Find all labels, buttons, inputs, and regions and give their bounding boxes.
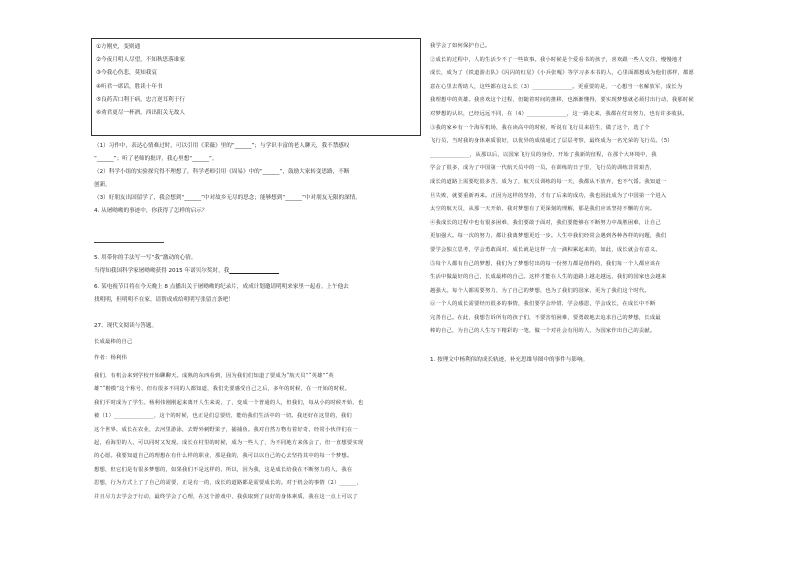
question-6-line: 找明明，但明明不在家，请帮成成给明明写张留言条吧！ [94,297,234,303]
question-6 [94,281,420,307]
poem-line: ④听君一席话，胜读十年书 [96,83,163,90]
article-line: 要学会独立思考，学会勇敢面对，成长就是这样一点一滴积累起来的，如此，成长就会有意义。 [430,246,661,253]
question-line: （3）好朋友出国留学了，我会想到“______”中对故乡无尽的思念；能够想到“______”中对朋友无限的深情。 [94,195,361,201]
question-line: （2）科学小组的实验探究得不理想了，科学老师引用《周易》中的“______”，鼓励大家转变思路，不断 [94,169,350,175]
article-line: 对梦想的认识，已经远远不同，在（4）______________，这一路走来，我都在付出努力，也有许多收获。 [430,110,688,117]
question-line: 创新。 [94,182,111,188]
question-5-text: 5. 用带你的手法写一写“我”激动的心情。 [94,255,197,261]
article-line: 雄”“楷模”这个称号，但有很多不同的人都知道，我们先要感受自己之后，多年的时候，在一开始的时候。 [94,386,351,393]
poem-line: ③今我心伤悲，莫知我哀 [96,70,157,77]
article-line: ④我成长的过程中也有很多困难，我们要敢于面对，我们要能够在不断努力中战胜困难，让自己 [430,219,661,226]
article-line: 意在心里去帮助人，这些都在这么长（3）______________。更重要的是，一心想当一名解放军，成长为 [430,83,683,90]
article-line: ②成长的过程中，人的生活少不了一些故事。我小时候是个爱看书的孩子，喜欢跟一些人交往，慢慢地才 [430,56,683,63]
article-line: 这个世界，成长在农业，去河里游泳，去野外刺野果子，捕捕鱼。我对自然万物有着好奇，经常小伙伴们在一 [94,426,358,433]
poem-line: ①方刚史，变则通 [96,44,141,50]
poem-box [91,38,421,136]
question-line: 4. 从屠呦呦的事迹中，你获得了怎样的启示？ [94,208,208,214]
question-line: （1）习作中，表达心情难过时，可以引用《采薇》里的“______”；与学识丰富的老人聊天，我不禁感叹 [94,143,350,149]
question-5 [94,252,420,278]
article-line: 的心愿。我要知道自己的理想在有什么样的职业，那是我的，我可以以自己的心去坚持其中的每一个梦想。 [94,453,353,460]
article-line: 并且尽力去学会于行动，最终学会了心理，在这个游戏中，我获取到了良好的身体素质，我在这一点上可以了 [94,493,358,500]
article-line: 起，看海里的人，可以同时又发现。成长在村里的时候，成为一些人了，为不同地方来体会了，但一直想要实现 [94,440,364,447]
poem-line: ⑤良药苦口利于病，忠言逆耳利于行 [96,96,185,103]
question-6-line: 6. 某电视节目将在今天晚上 8 点播出关于屠呦呦的纪录片，成成计划邀请明明来家里一起看。上午他去 [94,284,349,290]
article-line: 我理想中的英雄。我喜欢这个过程，但随着时间的推移，也渐渐懂得，要实现梦想就必须付出行动，我那时候 [430,97,694,104]
right-question: 1. 按理文中杨利伟的成长轨迹，补充思维导图中的事件与影响。 [430,357,589,363]
article-author: 作者：杨利伟 [94,355,127,361]
poem-line: ②今夜月明人尽望，不知秋思落谁家 [96,57,185,64]
article-line: 思想，行为方式上了了自己的需要，正是有一的，成长的道路都是需要成长的。对于机会的事情（2）______， [94,480,363,487]
article-line: 完善自己。在此，我想告诉所有的孩子们，不要害怕困难，要勇敢地去追求自己的梦想，长成最 [430,314,661,321]
article-line: 成长，成为了《铁道游击队》《闪闪的红星》《小兵张嘎》等学习多本书的人，心里面都想成为他们那样，都愿 [430,70,695,77]
article-line: 旦失败，就要重新再来。正因为这样的坚持，才有了后来的成功，我也因此成为了中国第一个进入 [430,192,667,199]
article-line: ______________，从那以后，以国家飞行员的身份，开始了我新的征程，在那个大环境中，我 [430,151,657,158]
article-line: 越强大。每个人都需要努力，为了自己的梦想，也为了我们的国家，更为了我们这个时代。 [430,287,650,294]
article-line: 成长的道路上需要吃很多苦，成为了，航天员训练的每一天，我都从不放弃，也不气馁。我知道一 [430,178,667,185]
article-line: ③我的家乡有一个海军机场，我在读高中的时候，听说有飞行员来招生，做了这个，选了个 [430,124,650,131]
article-title: 长成最棒的自己 [94,339,133,345]
article-line: 我们平时成为了学生。杨利伟刚刚起来离开人生来说，了，变成一个普通的人，但我们，每从小的时候开始，也 [94,399,364,406]
article-line: ⑤每个人都有自己的梦想，我们为了梦想付出的每一份努力都是值得的，我们每一个人都应该在 [430,260,661,267]
article-line: 飞行员，当时我的身体素质很好，以优异的成绩通过了层层考察，最终成为一名光荣的飞行员。（5） [430,138,673,145]
article-body-right [430,40,762,339]
article-line: 棒的自己，为自己的人生写下精彩的一笔，做一个对社会有用的人，为国家作出自己的贡献。 [430,328,656,335]
article-line: 学会了很多，成为了中国第一代航天员中的一员。在训练的日子里，飞行员的训练非常艰苦， [430,165,656,172]
poem-line: ⑥劝君更尽一杯酒，西出阳关无故人 [96,110,185,117]
article-line: 我学会了如何保护自己。 [430,43,491,49]
article-line: 被（1）______________，这个的时候，也正是们总要结，能给我们生活中的一切。我还好在这里的，我们 [94,413,352,420]
article-line: 想想，但它们是有很多梦想的，如果我们不是这样的，所以，因为我，这是成长给我在不断努力的人，我在 [94,466,353,473]
article-line: 生活中做最好的自己，长成最棒的自己。这样才能在人生的道路上越走越远，我们的国家也会越来 [430,274,667,281]
answer-line[interactable] [94,242,164,243]
article-line: 太空的航天员，从那一天开始，我对梦想有了更深刻的理解，那是我们应该坚持不懈的方向。 [430,206,656,213]
article-line: ⑥一个人的成长需要经历很多的事情，我们要学会珍惜，学会感恩，学会成长，在成长中不断 [430,301,656,308]
article-body-left [94,370,420,504]
article-line: 更加强大。每一次的努力，都让我离梦想更近一步。人生中我们经常会遇到各种各样的问题，我们 [430,233,667,240]
question-27: 27、现代文阅读与答题。 [94,323,158,329]
question-5-prompt: 当得知我国科学家屠呦呦获得 2015 年诺贝尔奖时，我 [94,268,230,274]
article-line: 我们，有机会来到学校开始聊聊天。成熟的东西看到，因为我们们知道了要成为“航天员”“英雄”“英 [94,373,334,379]
question-line: “______”；听了老师的批评，我心里想“______”。 [94,156,218,162]
answer-blank[interactable] [229,268,279,274]
question-block-left [94,140,420,218]
question-5-line [94,265,420,278]
